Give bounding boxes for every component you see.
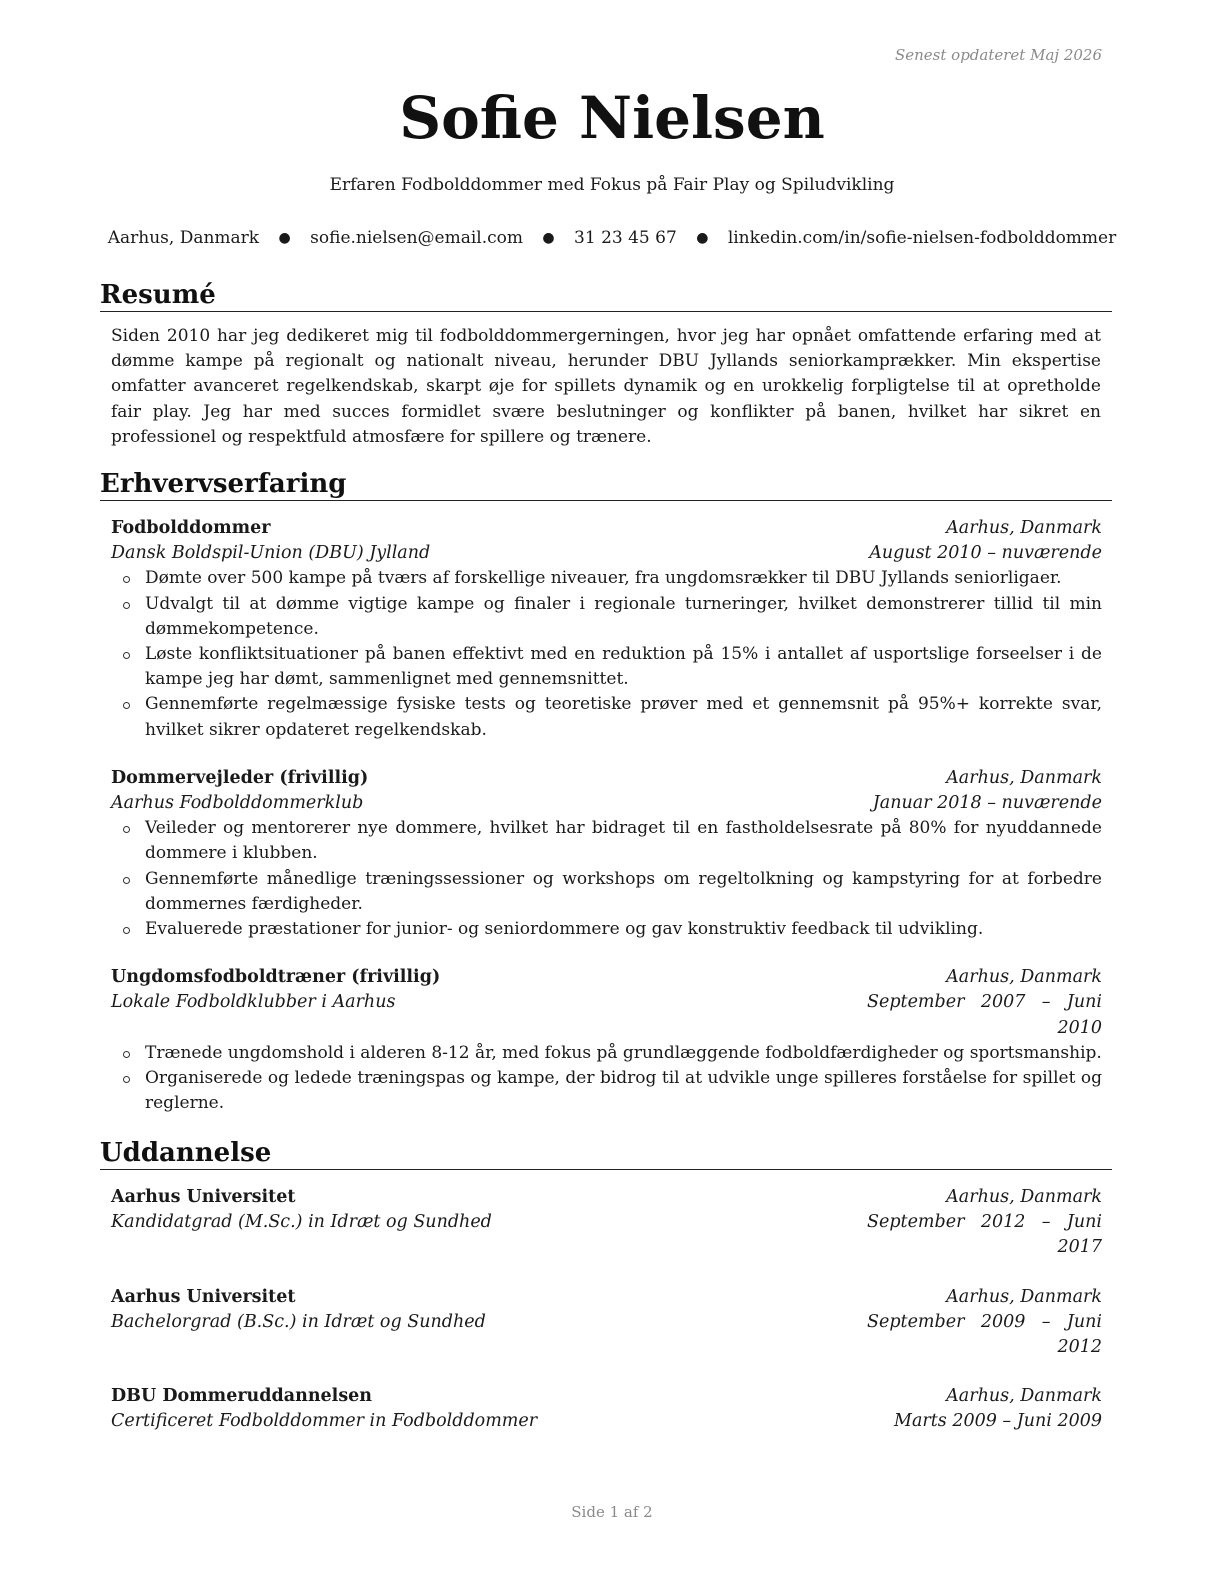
education-location: Aarhus, Danmark — [946, 1386, 1102, 1407]
list-item: Trænede ungdomshold i alderen 8-12 år, med fokus på grundlæggende fodboldfærdigheder og sportsmanship. — [145, 1041, 1102, 1066]
job-organization: Lokale Fodboldklubber i Aarhus — [111, 992, 396, 1013]
tagline: Erfaren Fodbolddommer med Fokus på Fair Play og Spiludvikling — [329, 175, 895, 195]
education-degree: Kandidatgrad (M.Sc.) in Idræt og Sundhed — [111, 1212, 492, 1233]
job-organization: Aarhus Fodbolddommerklub — [111, 793, 364, 814]
education-school: Aarhus Universitet — [111, 1187, 296, 1207]
list-item: Dømte over 500 kampe på tværs af forskellige niveauer, fra ungdomsrækker til DBU Jyllands seniorligaer. — [145, 566, 1102, 591]
job-role: Fodbolddommer — [111, 518, 271, 538]
page-number: Side 1 af 2 — [571, 1503, 653, 1521]
experience-section — [100, 469, 1112, 1116]
job-bullets — [111, 816, 1102, 942]
job-location: Aarhus, Danmark — [946, 967, 1102, 988]
list-item: Gennemførte regelmæssige fysiske tests og teoretiske prøver med et gennemsnit på 95%+ korrekte svar, hvilket sikrer opdateret regelkendskab. — [145, 692, 1102, 742]
bullet-separator-icon: ● — [278, 230, 291, 246]
job-dates: Januar 2018 – nuværende — [872, 793, 1102, 814]
list-item: Evaluerede præstationer for junior- og seniordommere og gav konstruktiv feedback til udvikling. — [145, 917, 1102, 942]
education-entry — [111, 1185, 1102, 1261]
summary-text: Siden 2010 har jeg dedikeret mig til fodbolddommergerningen, hvor jeg har opnået omfattende erfaring med at dømme kampe på regionalt og nationalt niveau, herunder DBU Jyllands seniorkamprækker. Min ekspertise omfatter avanceret regelkendskab, skarpt øje for spillets dynamik og en urokkelig forpligtelse til at opretholde fair play. Jeg har med succes formidlet svære beslutninger og konflikter på banen, hvilket har sikret en professionel og respektfuld atmosfære for spillere og trænere. — [111, 326, 1101, 447]
contact-email[interactable]: sofie.nielsen@email.com — [310, 228, 523, 248]
education-location: Aarhus, Danmark — [946, 1286, 1102, 1307]
list-item: Veileder og mentorerer nye dommere, hvilket har bidraget til en fastholdelsesrate på 80% for nyuddannede dommere i klubben. — [145, 816, 1102, 866]
list-item: Gennemførte månedlige træningssessioner og workshops om regeltolkning og kampstyring for at forbedre dommernes færdigheder. — [145, 867, 1102, 917]
education-degree: Bachelorgrad (B.Sc.) in Idræt og Sundhed — [111, 1311, 486, 1332]
job-entry — [111, 516, 1102, 743]
education-entry — [111, 1384, 1102, 1434]
section-title-summary: Resumé — [100, 280, 1112, 312]
bullet-separator-icon: ● — [696, 230, 709, 246]
job-bullets — [111, 1041, 1102, 1117]
summary-section — [100, 280, 1112, 450]
job-location: Aarhus, Danmark — [946, 518, 1102, 538]
candidate-name: Sofie Nielsen — [399, 84, 825, 152]
education-dates: Marts 2009 – Juni 2009 — [894, 1411, 1102, 1432]
job-role: Ungdomsfodboldtræner (frivillig) — [111, 967, 441, 988]
job-entry — [111, 965, 1102, 1116]
job-dates: September 2007 – Juni 2010 — [867, 992, 1102, 1038]
bullet-separator-icon: ● — [542, 230, 555, 246]
education-school: Aarhus Universitet — [111, 1286, 296, 1307]
education-dates: September 2012 – Juni 2017 — [867, 1212, 1102, 1258]
list-item: Løste konfliktsituationer på banen effektivt med en reduktion på 15% i antallet af usportslige forseelser i de kampe jeg har dømt, sammenlignet med gennemsnittet. — [145, 642, 1102, 692]
contact-phone: 31 23 45 67 — [574, 228, 677, 248]
job-dates: August 2010 – nuværende — [869, 543, 1102, 564]
job-organization: Dansk Boldspil-Union (DBU) Jylland — [111, 543, 431, 564]
section-title-experience: Erhvervserfaring — [100, 469, 1112, 501]
contact-line — [0, 228, 1224, 248]
list-item: Udvalgt til at dømme vigtige kampe og finaler i regionale turneringer, hvilket demonstrerer tillid til min dømmekompetence. — [145, 592, 1102, 642]
job-location: Aarhus, Danmark — [946, 767, 1102, 788]
job-role: Dommervejleder (frivillig) — [111, 767, 369, 788]
list-item: Organiserede og ledede træningspas og kampe, der bidrog til at udvikle unge spilleres forståelse for spillet og reglerne. — [145, 1066, 1102, 1116]
contact-linkedin[interactable]: linkedin.com/in/sofie-nielsen-fodbolddommer — [727, 228, 1117, 248]
job-entry — [111, 766, 1102, 942]
education-section — [100, 1138, 1112, 1435]
section-title-education: Uddannelse — [100, 1138, 1112, 1170]
education-location: Aarhus, Danmark — [946, 1187, 1102, 1207]
education-dates: September 2009 – Juni 2012 — [867, 1311, 1102, 1358]
contact-location: Aarhus, Danmark — [107, 228, 260, 248]
last-updated: Senest opdateret Maj 2026 — [894, 46, 1102, 64]
education-entry — [111, 1285, 1102, 1361]
education-degree: Certificeret Fodbolddommer in Fodbolddommer — [111, 1411, 538, 1432]
education-school: DBU Dommeruddannelsen — [111, 1386, 373, 1407]
job-bullets — [111, 566, 1102, 742]
